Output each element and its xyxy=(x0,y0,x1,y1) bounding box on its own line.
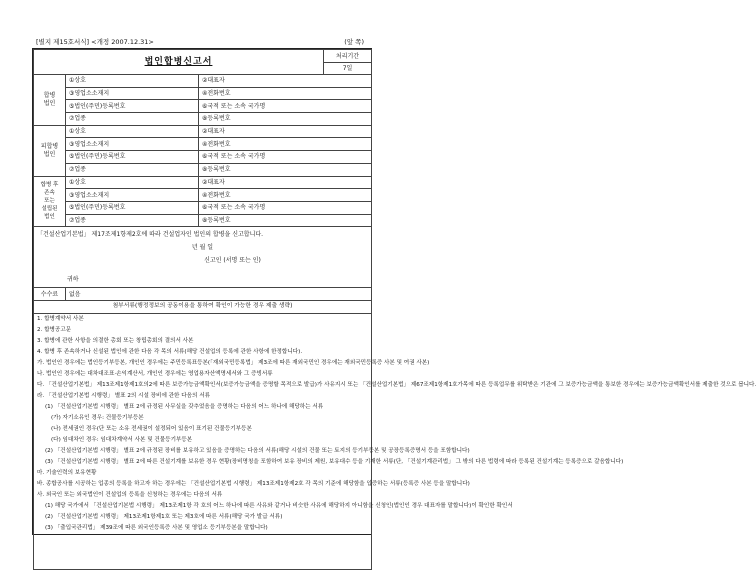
form-header xyxy=(32,37,368,47)
field-label[interactable]: ⑥국적 또는 소속 국가명 xyxy=(199,100,372,113)
field-label[interactable]: ⑧등록번호 xyxy=(199,113,372,126)
list-item: (나) 전세권인 경우(단 또는 소유 전세권이 설정되어 있음이 표기된 건물등기부등본 xyxy=(51,425,252,432)
form-number: [별지 제15호서식] <개정 2007.12.31> xyxy=(36,38,154,46)
field-label[interactable]: ③영업소소재지 xyxy=(66,189,199,202)
field-label[interactable]: ⑥국적 또는 소속 국가명 xyxy=(199,151,372,164)
field-label[interactable]: ①상호 xyxy=(66,176,199,189)
processing-label: 처리기간 xyxy=(324,51,371,63)
form-table xyxy=(33,49,756,570)
list-item: 3. 합병에 관한 사항을 의결한 총회 또는 창립총회의 결의서 사본 xyxy=(37,337,194,344)
field-label[interactable]: ⑤법인(주민)등록번호 xyxy=(66,100,199,113)
addressee: 귀하 xyxy=(67,276,79,284)
list-item: 바. 종합공사를 시공하는 업종의 등록을 하고자 하는 경우에는 「건설산업기본법 시행령」 제13조제1항제2호 각 목의 기준에 해당함을 입증하는 서류(등록증 사본 등을 말합니다) xyxy=(37,480,470,487)
list-item: (2) 「건설산업기본법 시행령」 제13조제1항제1호 또는 제3호에 따른 서류(해당 국가 발급 서류) xyxy=(45,513,283,520)
list-item: 마. 기술인력의 보유현황 xyxy=(37,469,97,476)
section-surviving-label: 합병 후 존속 또는 설립된 법인 xyxy=(34,176,66,227)
form-frame xyxy=(32,48,756,535)
declaration-text: 「건설산업기본법」 제17조제1항제2호에 따라 건설업자인 법인의 합병을 신고합니다. xyxy=(37,231,264,239)
list-item: (2) 「건설산업기본법 시행령」 별표 2에 규정된 장비를 보유하고 있음을 증명하는 다음의 서류(해당 시설의 건물 또는 토지의 등기부등본 및 공장등록증명서 등을 포함합니다) xyxy=(45,447,470,454)
form-title: 법인합병신고서 xyxy=(34,50,324,75)
list-item: 라. 「건설산업기본법 시행령」 별표 2의 시설 장비에 관한 다음의 서류 xyxy=(37,392,211,399)
declaration-cell xyxy=(34,227,372,288)
attachment-note: 첨부서류(행정정보의 공동이용을 통하여 확인이 가능한 경우 제출 생략) xyxy=(34,300,372,313)
list-item: 다. 「건설산업기본법」 제13조제1항제1호의2에 따른 보증가능금액확인서(보증가능금액을 증명할 목적으로 발급)가 사유지시 또는 「건설산업기본법」 제67조제1항제1호가목에 따른 등록업무를 위탁받은 기관에 그 보증가능금액을 통보한 경우에는 보증가능금액확인서를 제출한 것으로 봅니다. xyxy=(37,381,756,388)
field-label[interactable]: ④전화번호 xyxy=(199,189,372,202)
list-item: (1) 「건설산업기본법 시행령」 별표 2에 규정된 사무실을 갖추었음을 증명하는 다음의 어느 하나에 해당하는 서류 xyxy=(45,403,324,410)
declaration-date[interactable]: 년 월 일 xyxy=(191,244,214,252)
list-item: 나. 법인인 경우에는 대차대조표·손익계산서, 개인인 경우에는 영업용자산액명세서와 그 증빙서류 xyxy=(37,370,273,377)
field-label[interactable]: ①상호 xyxy=(66,125,199,138)
field-label[interactable]: ⑥국적 또는 소속 국가명 xyxy=(199,201,372,214)
field-label[interactable]: ⑦업종 xyxy=(66,113,199,126)
attachment-list xyxy=(34,313,756,569)
list-item: (3) 「출입국관리법」 제39조에 따른 외국인등록증 사본 및 영업소 등기부등본을 말합니다) xyxy=(45,524,268,531)
list-item: 사. 외국인 또는 외국법인이 건설업의 등록을 신청하는 경우에는 다음의 서류 xyxy=(37,491,223,498)
list-item: (1) 해당 국가에서 「건설산업기본법 시행령」 제13조제1항 각 호의 어느 하나에 따른 사유와 같거나 비슷한 사유에 해당하지 아니함을 신청인(법인인 경우 대표자를 말합니다)이 확인한 확인서 xyxy=(45,502,513,509)
list-item: 가. 법인인 경우에는 법인등기부등본, 개인인 경우에는 주민등록표등본(「재외국민등록법」 제3조에 따른 재외국민인 경우에는 재외국민등록증 사본 및 여권 사본) xyxy=(37,359,430,366)
page-side-label: (앞 쪽) xyxy=(344,38,364,46)
field-label[interactable]: ⑧등록번호 xyxy=(199,214,372,227)
field-label[interactable]: ⑧등록번호 xyxy=(199,163,372,176)
field-label[interactable]: ⑤법인(주민)등록번호 xyxy=(66,201,199,214)
field-label[interactable]: ④전화번호 xyxy=(199,138,372,151)
fee-label: 수수료 xyxy=(34,288,66,301)
fee-value: 없음 xyxy=(66,288,372,301)
field-label[interactable]: ⑤법인(주민)등록번호 xyxy=(66,151,199,164)
list-item: (가) 자기소유인 경우: 건물등기부등본 xyxy=(51,414,144,421)
field-label[interactable]: ②대표자 xyxy=(199,75,372,88)
list-item: 4. 합병 후 존속하거나 신설된 법인에 관한 다음 각 목의 서류(해당 건설업의 등록에 관한 사항에 한정합니다). xyxy=(37,348,303,355)
applicant-signature[interactable]: 신고인 (서명 또는 인) xyxy=(204,257,261,265)
list-item: 2. 합병공고문 xyxy=(37,326,72,333)
section-merging-label: 합병 법인 xyxy=(34,75,66,126)
field-label[interactable]: ③영업소소재지 xyxy=(66,87,199,100)
field-label[interactable]: ⑦업종 xyxy=(66,163,199,176)
processing-period: 7일 xyxy=(342,64,353,72)
field-label[interactable]: ⑦업종 xyxy=(66,214,199,227)
field-label[interactable]: ③영업소소재지 xyxy=(66,138,199,151)
section-merged-label: 피합병 법인 xyxy=(34,125,66,176)
list-item: (3) 「건설산업기본법 시행령」 별표 2에 따른 건설기계를 보유한 경우 현황(장비명칭을 포함하여 보유 장비의 제원, 보유대수 등을 기재한 서류(단, 「건설기계관리법」 그 밖의 다른 법령에 따라 등록된 건설기계는 등록증으로 갈음합니다) xyxy=(45,458,624,465)
field-label[interactable]: ①상호 xyxy=(66,75,199,88)
field-label[interactable]: ②대표자 xyxy=(199,125,372,138)
processing-cell xyxy=(324,50,372,75)
list-item: 1. 합병계약서 사본 xyxy=(37,315,84,322)
list-item: (다) 임대차인 경우: 임대차계약서 사본 및 건물등기부등본 xyxy=(51,436,193,443)
field-label[interactable]: ④전화번호 xyxy=(199,87,372,100)
field-label[interactable]: ②대표자 xyxy=(199,176,372,189)
